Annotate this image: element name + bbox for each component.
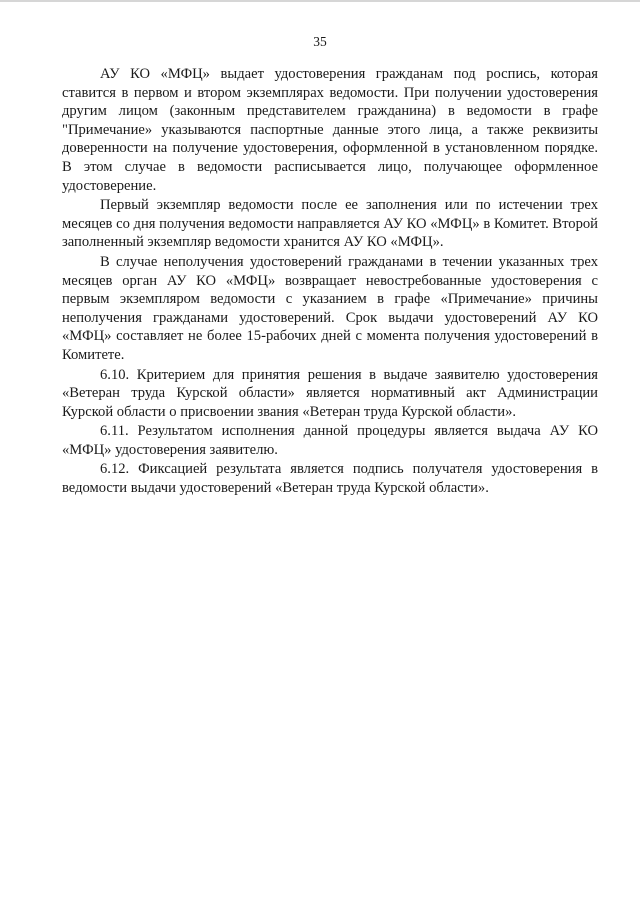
paragraph-first-copy: Первый экземпляр ведомости после ее заполнения или по истечении трех месяцев со дня получения ведомости направляется АУ КО «МФЦ» в Комитет. Второй заполненный экземпляр ведомости хранится АУ КО «МФЦ». (62, 197, 598, 251)
scan-top-edge (0, 0, 640, 2)
paragraph-6-12: 6.12. Фиксацией результата является подпись получателя удостоверения в ведомости выдачи удостоверений «Ветеран труда Курской области». (62, 461, 598, 497)
paragraph-6-11: 6.11. Результатом исполнения данной процедуры является выдача АУ КО «МФЦ» удостоверения заявителю. (62, 423, 598, 458)
page-number: 35 (313, 34, 327, 49)
paragraph-6-10: 6.10. Критерием для принятия решения в выдаче заявителю удостоверения «Ветеран труда Курской области» является нормативный акт Администрации Курской области о присвоении звания «Ветеран труда Курской области». (62, 366, 598, 420)
paragraph-issuance: АУ КО «МФЦ» выдает удостоверения гражданам под роспись, которая ставится в первом и втором экземплярах ведомости. При получении удостоверения другим лицом (законным представителем гражданина) в ведомости в графе "Примечание» указываются паспортные данные этого лица, а также реквизиты доверенности на получение удостоверения, оформленной в установленном порядке. В этом случае в ведомости расписывается лицо, получающее оформленное удостоверение. (62, 66, 598, 194)
paragraph-unclaimed: В случае неполучения удостоверений гражданами в течении указанных трех месяцев орган АУ КО «МФЦ» возвращает невостребованные удостоверения с первым экземпляром ведомости с указанием в графе «Примечание» причины неполучения гражданами удостоверений. Срок выдачи удостоверений АУ КО «МФЦ» составляет не более 15-рабочих дней с момента получения удостоверений в Комитете. (62, 253, 598, 363)
document-body (62, 65, 598, 499)
